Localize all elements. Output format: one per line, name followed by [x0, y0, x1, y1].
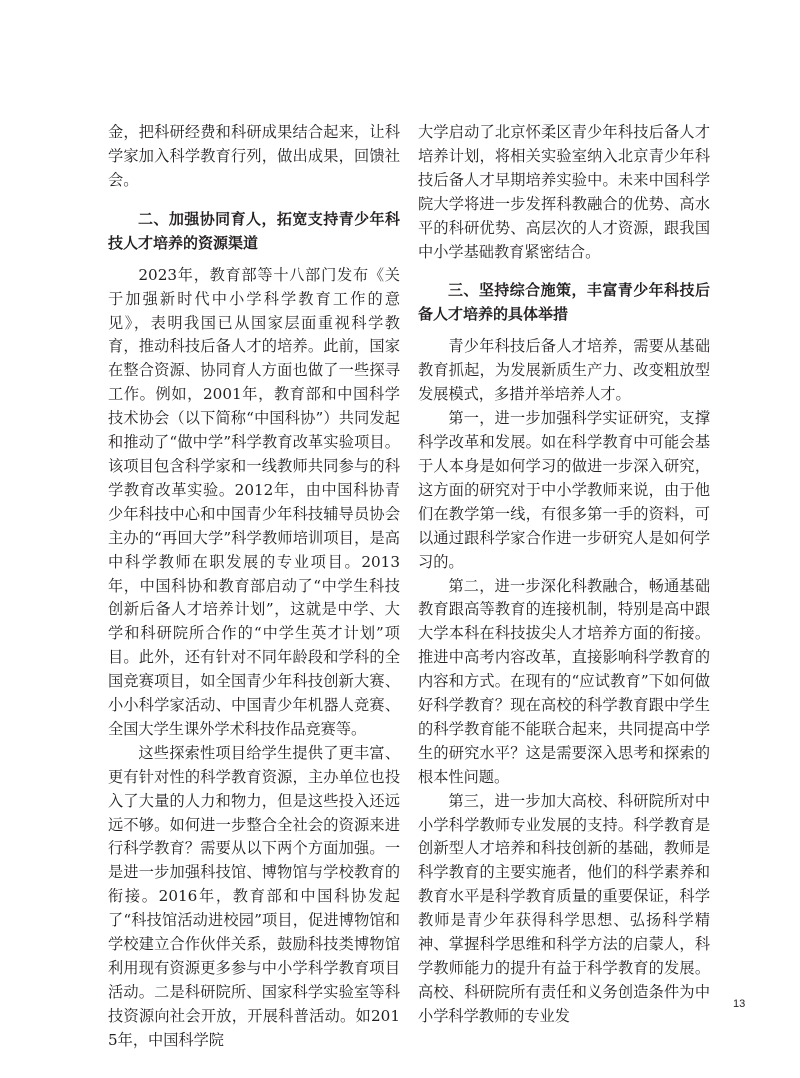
left-column — [108, 121, 400, 1053]
right-column — [418, 121, 710, 1029]
section-heading-3: 三、坚持综合施策，丰富青少年科技后备人才培养的具体举措 — [418, 281, 710, 324]
paragraph: 第三，进一步加大高校、科研院所对中小学科学教师专业发展的支持。科学教育是创新型人才培养和科技创新的基础，教师是科学教育的主要实施者，他们的科学素养和教育水平是科学教育质量的重要保证，科学教师是青少年获得科学思想、弘扬科学精神、掌握科学思维和科学方法的启蒙人，科学教师能力的提升有益于科学教育的发展。高校、科研院所有责任和义务创造条件为中小学科学教师的专业发 — [418, 791, 710, 1025]
paragraph: 青少年科技后备人才培养，需要从基础教育抓起，为发展新质生产力、改变粗放型发展模式，多措并举培养人才。 — [418, 337, 710, 404]
paragraph: 2023年，教育部等十八部门发布《关于加强新时代中小学科学教育工作的意见》，表明我国已从国家层面重视科学教育，推动科技后备人才的培养。此前，国家在整合资源、协同育人方面也做了一些探寻工作。例如，2001年，教育部和中国科学技术协会（以下简称“中国科协”）共同发起和推动了“做中学”科学教育改革实验项目。该项目包含科学家和一线教师共同参与的科学教育改革实验。2012年，由中国科协青少年科技中心和中国青少年科技辅导员协会主办的“再回大学”科学教师培训项目，是高中科学教师在职发展的专业项目。2013年，中国科协和教育部启动了“中学生科技创新后备人才培养计划”，这就是中学、大学和科研院所合作的“中学生英才计划”项目。此外，还有针对不同年龄段和学科的全国竞赛项目，如全国青少年科技创新大赛、小小科学家活动、中国青少年机器人竞赛、全国大学生课外学术科技作品竞赛等。 — [108, 265, 400, 738]
paragraph: 第一，进一步加强科学实证研究，支撑科学改革和发展。如在科学教育中可能会基于人本身是如何学习的做进一步深入研究，这方面的研究对于中小学教师来说，由于他们在教学第一线，有很多第一手的资料，可以通过跟科学家合作进一步研究人是如何学习的。 — [418, 409, 710, 571]
paragraph: 这些探索性项目给学生提供了更丰富、更有针对性的科学教育资源，主办单位也投入了大量的人力和物力，但是这些投入还远远不够。如何进一步整合全社会的资源来进行科学教育？需要从以下两个方面加强。一是进一步加强科技馆、博物馆与学校教育的衔接。2016年，教育部和中国科协发起了“科技馆活动进校园”项目，促进博物馆和学校建立合作伙伴关系，鼓励科技类博物馆利用现有资源更多参与中小学科学教育项目活动。二是科研院所、国家科学实验室等科技资源向社会开放，开展科普活动。如2015年，中国科学院 — [108, 743, 400, 1049]
page-number: 13 — [733, 998, 746, 1010]
paragraph: 第二，进一步深化科教融合，畅通基础教育跟高等教育的连接机制，特别是高中跟大学本科在科技拔尖人才培养方面的衔接。推进中高考内容改革，直接影响科学教育的内容和方式。在现有的“应试教育”下如何做好科学教育？现在高校的科学教育跟中学生的科学教育能不能联合起来，共同提高中学生的研究水平？这是需要深入思考和探索的根本性问题。 — [418, 576, 710, 786]
section-heading-2: 二、加强协同育人，拓宽支持青少年科技人才培养的资源渠道 — [108, 209, 400, 252]
paragraph: 金，把科研经费和科研成果结合起来，让科学家加入科学教育行列，做出成果，回馈社会。 — [108, 123, 400, 189]
paragraph: 大学启动了北京怀柔区青少年科技后备人才培养计划，将相关实验室纳入北京青少年科技后备人才早期培养实验中。未来中国科学院大学将进一步发挥科教融合的优势、高水平的科研优势、高层次的人才资源，跟我国中小学基础教育紧密结合。 — [418, 123, 710, 261]
